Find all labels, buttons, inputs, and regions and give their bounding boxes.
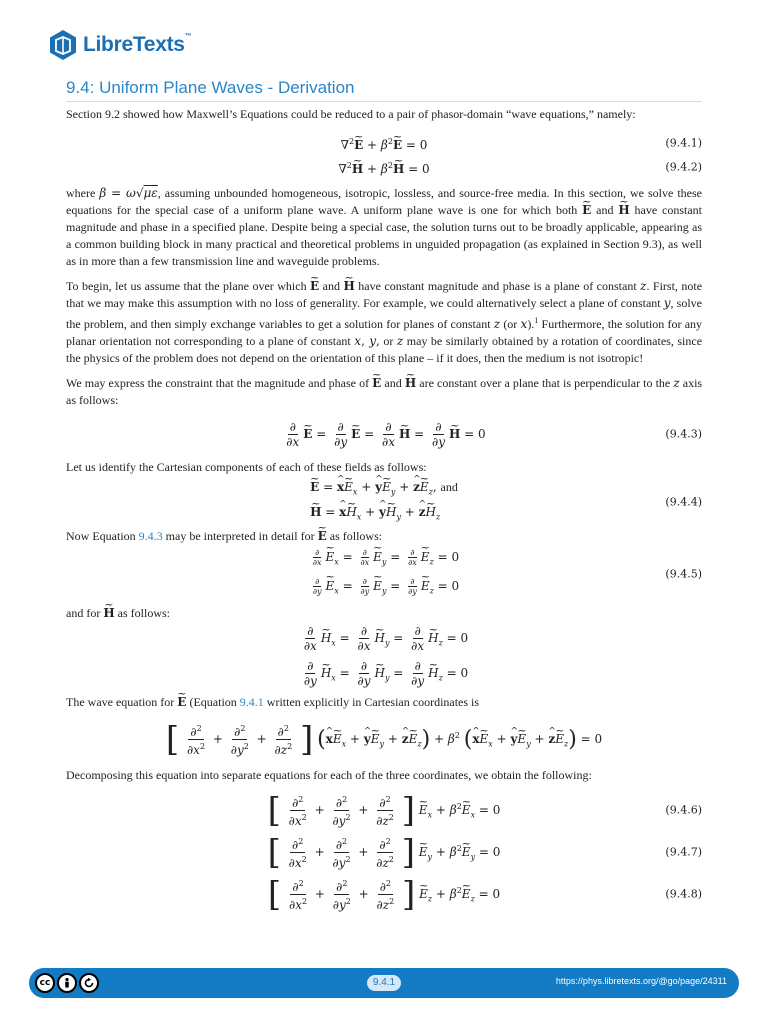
cc-icon: cc <box>35 973 55 993</box>
footnote-marker[interactable]: 1 <box>534 316 539 325</box>
equation-9-4-6: [ $\frac{\partial^2}{\partial x^2}$ + $\frac{\partial^2}{\partial y^2}$ + $\frac{\partial^2}{\partial z^2}$ ] ~ $E_x$ + $\beta^2\sim$ $E_x = 0$ (9.4.6) <box>66 790 702 830</box>
by-icon <box>57 973 77 993</box>
equation-9-4-5: $\frac{\partial}{\partial x}$ ~ $E_x$ = $\frac{\partial}{\partial x}$ ~ $E_y$ = $\frac{\partial}{\partial x}$ ~ $E_z = 0$ $\frac{\partial}{\partial y}$ ~ $E_x$ = $\frac{\partial}{\partial y}$ ~ $E_y$ = $\frac{\partial}{\partial y}$ ~ $E_z = 0$ (9.4.5) <box>66 549 702 599</box>
paragraph-9: Decomposing this equation into separate equations for each of the three coordinates, we obtain the following: <box>66 768 592 782</box>
equation-number: (9.4.3) <box>665 427 702 441</box>
equation-number: (9.4.2) <box>665 160 702 174</box>
equation-number: (9.4.1) <box>665 136 702 150</box>
equation-9-4-8: [ $\frac{\partial^2}{\partial x^2}$ + $\frac{\partial^2}{\partial y^2}$ + $\frac{\partial^2}{\partial z^2}$ ] ~ $E_z$ + $\beta^2\sim$ $E_z = 0$ (9.4.8) <box>66 874 702 914</box>
page-url[interactable]: https://phys.libretexts.org/@go/page/24311 <box>555 976 727 986</box>
equation-9-4-4: ~ E = ^ x~ $E_x$ + ^ y~ $E_y$ + ^ z~ $E_z$, and ~ H = ^ x~ $H_x$ + ^ y~ $H_y$ + ^ z~ $H_z$ (9.4.4) <box>66 480 702 524</box>
equation-h-components: $\frac{\partial}{\partial x}$ ~ $H_x$ = $\frac{\partial}{\partial x}$ ~ $H_y$ = $\frac{\partial}{\partial x}$ ~ $H_z = 0$ $\frac{\partial}{\partial y}$ ~ $H_x$ = $\frac{\partial}{\partial y}$ ~ $H_y$ = $\frac{\partial}{\partial y}$ ~ $H_z = 0$ <box>66 626 702 690</box>
equation-number: (9.4.7) <box>665 845 702 859</box>
page-number: 9.4.1 <box>367 975 401 991</box>
equation-number: (9.4.6) <box>665 803 702 817</box>
license-badge[interactable] <box>35 972 99 994</box>
paragraph-3: To begin, let us assume that the plane over which ~ E and ~ H have constant magnitude and phase is a plane of constant z. First, note that we may make this assumption with no loss of generality. For example, we could alternatively select a plane of constant y, solve the problem, and then simply exchange variables to get a solution for planes of constant z (or x).$^1$ Furthermore, the solution for any planar orientation not corresponding to a plane of constant x, y, or z may be similarly obtained by a rotation of coordinates, since the physics of the problem does not depend on the orientation of this plane – if it does, then the medium is not isotropic! <box>66 278 702 367</box>
libretexts-logo-icon <box>47 29 79 61</box>
logo-text: LibreTexts™ <box>83 33 192 56</box>
equation-number: (9.4.5) <box>665 567 702 581</box>
sa-icon <box>79 973 99 993</box>
paragraph-5: Let us identify the Cartesian components of each of these fields as follows: <box>66 460 427 474</box>
equation-number: (9.4.4) <box>665 495 702 509</box>
equation-link-9-4-3[interactable]: 9.4.3 <box>138 529 163 543</box>
paragraph-2: where β = ω√με, assuming unbounded homogeneous, isotropic, lossless, and source-free media. In this section, we solve these equations for the special case of a uniform plane wave. A uniform plane wave is one for which both ~ E and ~ H have constant magnitude and phase in a specified plane. Despite being a special case, the solution turns out to be broadly applicable, appearing as a common building block in many practical and theoretical problems in unguided propagation (as explained in Section 9.3), as well as in more than a few transmission line and waveguide problems. <box>66 185 702 270</box>
equation-wave-cartesian: [ $\frac{\partial^2}{\partial x^2}$ + $\frac{\partial^2}{\partial y^2}$ + $\frac{\partial^2}{\partial z^2}$ ] (^ x~ $E_x$ + ^ y~ $E_y$ + ^ z~ $E_z) + \beta^2$ (^ x~ $E_x$ + ^ y~ $E_y$ + ^ z~ $E_z) = 0$ <box>66 717 702 761</box>
paragraph-8: The wave equation for ~ E (Equation 9.4.1 written explicitly in Cartesian coordinates is <box>66 694 702 711</box>
paragraph-4: We may express the constraint that the magnitude and phase of ~ E and ~ H are constant over a plane that is perpendicular to the z axis as follows: <box>66 375 702 409</box>
page-footer <box>29 968 739 998</box>
equation-9-4-1: ∇$^2$~ $E + \beta^2\sim$ E = 0 (9.4.1) <box>66 131 702 155</box>
equation-link-9-4-1[interactable]: 9.4.1 <box>239 695 264 709</box>
equation-number: (9.4.8) <box>665 887 702 901</box>
equation-9-4-2: ∇$^2$~ $H + \beta^2\sim$ H = 0 (9.4.2) <box>66 155 702 179</box>
page-title: 9.4: Uniform Plane Waves - Derivation <box>66 78 355 97</box>
article-body <box>66 106 702 914</box>
equation-9-4-7: [ $\frac{\partial^2}{\partial x^2}$ + $\frac{\partial^2}{\partial y^2}$ + $\frac{\partial^2}{\partial z^2}$ ] ~ $E_y$ + $\beta^2\sim$ $E_y = 0$ (9.4.7) <box>66 832 702 872</box>
paragraph-1: Section 9.2 showed how Maxwell’s Equations could be reduced to a pair of phasor-domain “wave equations,” namely: <box>66 107 636 121</box>
paragraph-6: Now Equation 9.4.3 may be interpreted in detail for ~ E as follows: <box>66 528 702 545</box>
title-divider <box>66 101 702 102</box>
paragraph-7: and for ~ H as follows: <box>66 605 702 622</box>
equation-9-4-3: $\frac{\partial}{\partial x}$ ~ E = $\frac{\partial}{\partial y}$ ~ E = $\frac{\partial}{\partial x}$ ~ H = $\frac{\partial}{\partial y}$ ~ H = 0 (9.4.3) <box>66 413 702 455</box>
libretexts-logo[interactable] <box>47 27 191 63</box>
